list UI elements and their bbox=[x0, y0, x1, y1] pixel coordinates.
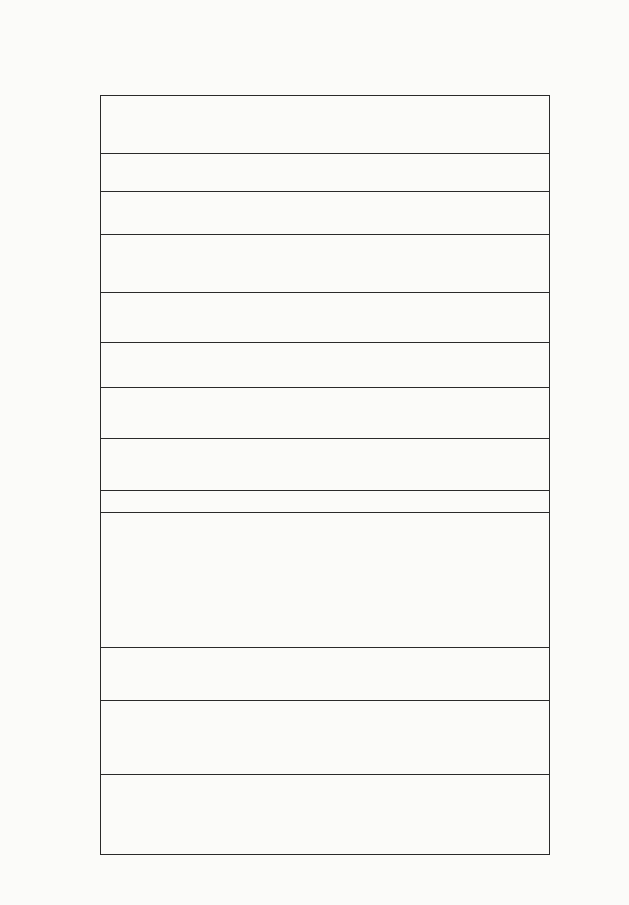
header-cell bbox=[101, 512, 550, 647]
header-cell bbox=[101, 774, 550, 854]
header-cell bbox=[101, 700, 550, 774]
header-cell bbox=[101, 234, 550, 292]
header-cell bbox=[101, 192, 550, 234]
rotated-table-wrapper bbox=[100, 95, 550, 855]
header-cell bbox=[101, 387, 550, 438]
header-cell bbox=[101, 438, 550, 491]
header-row bbox=[101, 96, 550, 855]
header-cell bbox=[101, 96, 550, 154]
budget-table bbox=[100, 95, 550, 855]
header-cell bbox=[101, 647, 550, 700]
header-cell bbox=[101, 343, 550, 387]
header-cell bbox=[101, 154, 550, 192]
header-cell bbox=[101, 491, 550, 512]
header-cell bbox=[101, 292, 550, 343]
